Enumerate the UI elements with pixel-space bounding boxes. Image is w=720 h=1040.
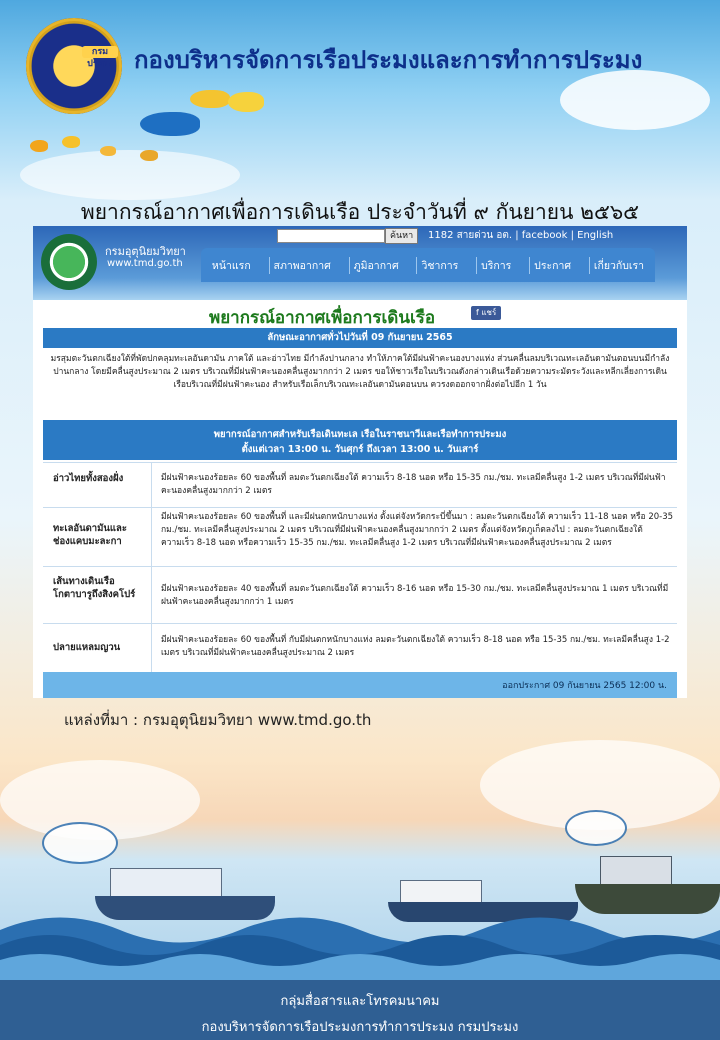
region-forecast: มีฝนฟ้าคะนองร้อยละ 60 ของพื้นที่ และมีฝนตกหนักบางแห่ง ตั้งแต่จังหวัดกระบี่ขึ้นมา : ลมตะวันตกเฉียงใต้ ความเร็ว 11-18 นอต หรือ 20-35 กม./ชม. ทะเลมีคลื่นสูงประมาณ 2 เมตร บริเวณที่มีฝนฟ้าคะนองคลื่นสูงมากกว่า 2 เมตร ตั้งแต่จังหวัดภูเก็ตลงไป : ลมตะวันตกเฉียงใต้ ความเร็ว 8-18 นอต หรือความเร็ว 15-35 กม./ชม. ทะเลมีคลื่นสูง 1-2 เมตร บริเวณที่มีฝนฟ้าคะนองคลื่นสูงประมาณ 2 เมตร [161, 512, 674, 548]
tmd-logo [41, 234, 97, 290]
period-header-line2: ตั้งแต่เวลา 13:00 น. วันศุกร์ ถึงเวลา 13:00 น. วันเสาร์ [241, 444, 479, 455]
issued-bar [43, 672, 677, 698]
period-header [43, 420, 677, 460]
page-title: พยากรณ์อากาศเพื่อการเดินเรือ ประจำวันที่ ๙ กันยายน ๒๕๖๕ [80, 200, 640, 224]
nav-climate[interactable]: ภูมิอากาศ [349, 257, 403, 274]
nav-weather[interactable]: สภาพอากาศ [269, 257, 335, 274]
region-name: ปลายแหลมญวน [53, 642, 121, 653]
fish-icon [100, 146, 116, 156]
department-title: กองบริหารจัดการเรือประมงและการทำการประมง [134, 46, 643, 74]
site-header [33, 226, 687, 300]
forecast-row [43, 462, 677, 507]
search-input[interactable] [277, 229, 385, 243]
cloud [565, 810, 627, 846]
general-header: ลักษณะอากาศทั่วไปวันที่ 09 กันยายน 2565 [43, 328, 677, 348]
fish-icon [30, 140, 48, 152]
footer-line1: กลุ่มสื่อสารและโทรคมนาคม [280, 994, 440, 1009]
period-header-line1: พยากรณ์อากาศสำหรับเรือเดินทะเล เรือในราชนาวีและเรือทำการประมง [213, 429, 507, 440]
footer-line2: กองบริหารจัดการเรือประมงการทำการประมง กรมประมง [201, 1020, 519, 1035]
logo-text: กรมประมง [82, 46, 118, 58]
share-button[interactable] [471, 306, 501, 320]
region-name: อ่าวไทยทั้งสองฝั่ง [53, 473, 124, 484]
cloud [560, 70, 710, 130]
share-label: แชร์ [481, 308, 497, 317]
forecast-row [43, 507, 677, 566]
cloud [42, 822, 118, 864]
nav-academic[interactable]: วิชาการ [416, 257, 462, 274]
nav-services[interactable]: บริการ [476, 257, 515, 274]
top-links[interactable]: 1182 สายด่วน อต. | facebook | English [428, 230, 614, 241]
forecast-row [43, 623, 677, 672]
facebook-icon: f [476, 308, 482, 317]
fish-icon [228, 92, 264, 112]
nav-home[interactable]: หน้าแรก [211, 259, 251, 272]
source-credit: แหล่งที่มา : กรมอุตุนิยมวิทยา www.tmd.go.th [64, 711, 372, 729]
region-name: เส้นทางเดินเรือโกตาบารูถึงสิงคโปร์ [53, 576, 136, 600]
tmd-name: กรมอุตุนิยมวิทยา [105, 245, 186, 258]
general-summary: มรสุมตะวันตกเฉียงใต้ที่พัดปกคลุมทะเลอันดามัน ภาคใต้ และอ่าวไทย มีกำลังปานกลาง ทำให้ภาคใต้มีฝนฟ้าคะนองบางแห่ง ส่วนคลื่นลมบริเวณทะเลอันดามันตอนบนมีกำลังปานกลาง โดยมีคลื่นสูงประมาณ 2 เมตร บริเวณที่มีฝนฟ้าคะนองคลื่นสูงมากกว่า 2 เมตร ขอให้ชาวเรือในบริเวณดังกล่าวเดินเรือด้วยความระมัดระวังและหลีกเลี่ยงการเดินเรือบริเวณที่มีฝนฟ้าคะนอง สำหรับเรือเล็กบริเวณทะเลอันดามันตอนบน ควรงดออกจากฝั่งต่อไปอีก 1 วัน [50, 354, 670, 390]
cloud [20, 150, 240, 200]
region-name: ทะเลอันดามันและช่องแคบมะละกา [53, 523, 127, 547]
region-forecast: มีฝนฟ้าคะนองร้อยละ 40 ของพื้นที่ ลมตะวันตกเฉียงใต้ ความเร็ว 8-16 นอต หรือ 15-30 กม./ชม. ทะเลมีคลื่นสูงประมาณ 1 เมตร บริเวณที่มีฝนฟ้าคะนองคลื่นสูงมากกว่า 1 เมตร [161, 584, 669, 607]
footer [0, 980, 720, 1040]
nav-about[interactable]: เกี่ยวกับเรา [589, 257, 648, 274]
region-forecast: มีฝนฟ้าคะนองร้อยละ 60 ของพื้นที่ ลมตะวันตกเฉียงใต้ ความเร็ว 8-18 นอต หรือ 15-35 กม./ชม. ทะเลมีคลื่นสูง 1-2 เมตร บริเวณที่มีฝนฟ้าคะนองคลื่นสูงมากกว่า 2 เมตร [161, 473, 666, 496]
fish-icon [62, 136, 80, 148]
issued-time: ออกประกาศ 09 กันยายน 2565 12:00 น. [502, 681, 667, 691]
fish-icon [190, 90, 230, 108]
region-forecast: มีฝนฟ้าคะนองร้อยละ 60 ของพื้นที่ กับมีฝนตกหนักบางแห่ง ลมตะวันตกเฉียงใต้ ความเร็ว 8-18 นอต หรือ 15-35 กม./ชม. ทะเลมีคลื่นสูง 1-2 เมตร บริเวณที่มีฝนฟ้าคะนองคลื่นสูงประมาณ 2 เมตร [161, 635, 670, 658]
nav-announcements[interactable]: ประกาศ [529, 257, 575, 274]
tmd-url: www.tmd.go.th [107, 258, 183, 269]
fish-icon [140, 150, 158, 161]
fisheries-logo [26, 18, 122, 114]
fish-icon [140, 112, 200, 136]
forecast-screenshot [33, 226, 687, 698]
forecast-title: พยากรณ์อากาศเพื่อการเดินเรือ [209, 308, 436, 328]
sea-waves [0, 900, 720, 990]
main-nav [201, 248, 655, 282]
forecast-row [43, 566, 677, 623]
search-button[interactable]: ค้นหา [385, 228, 418, 244]
